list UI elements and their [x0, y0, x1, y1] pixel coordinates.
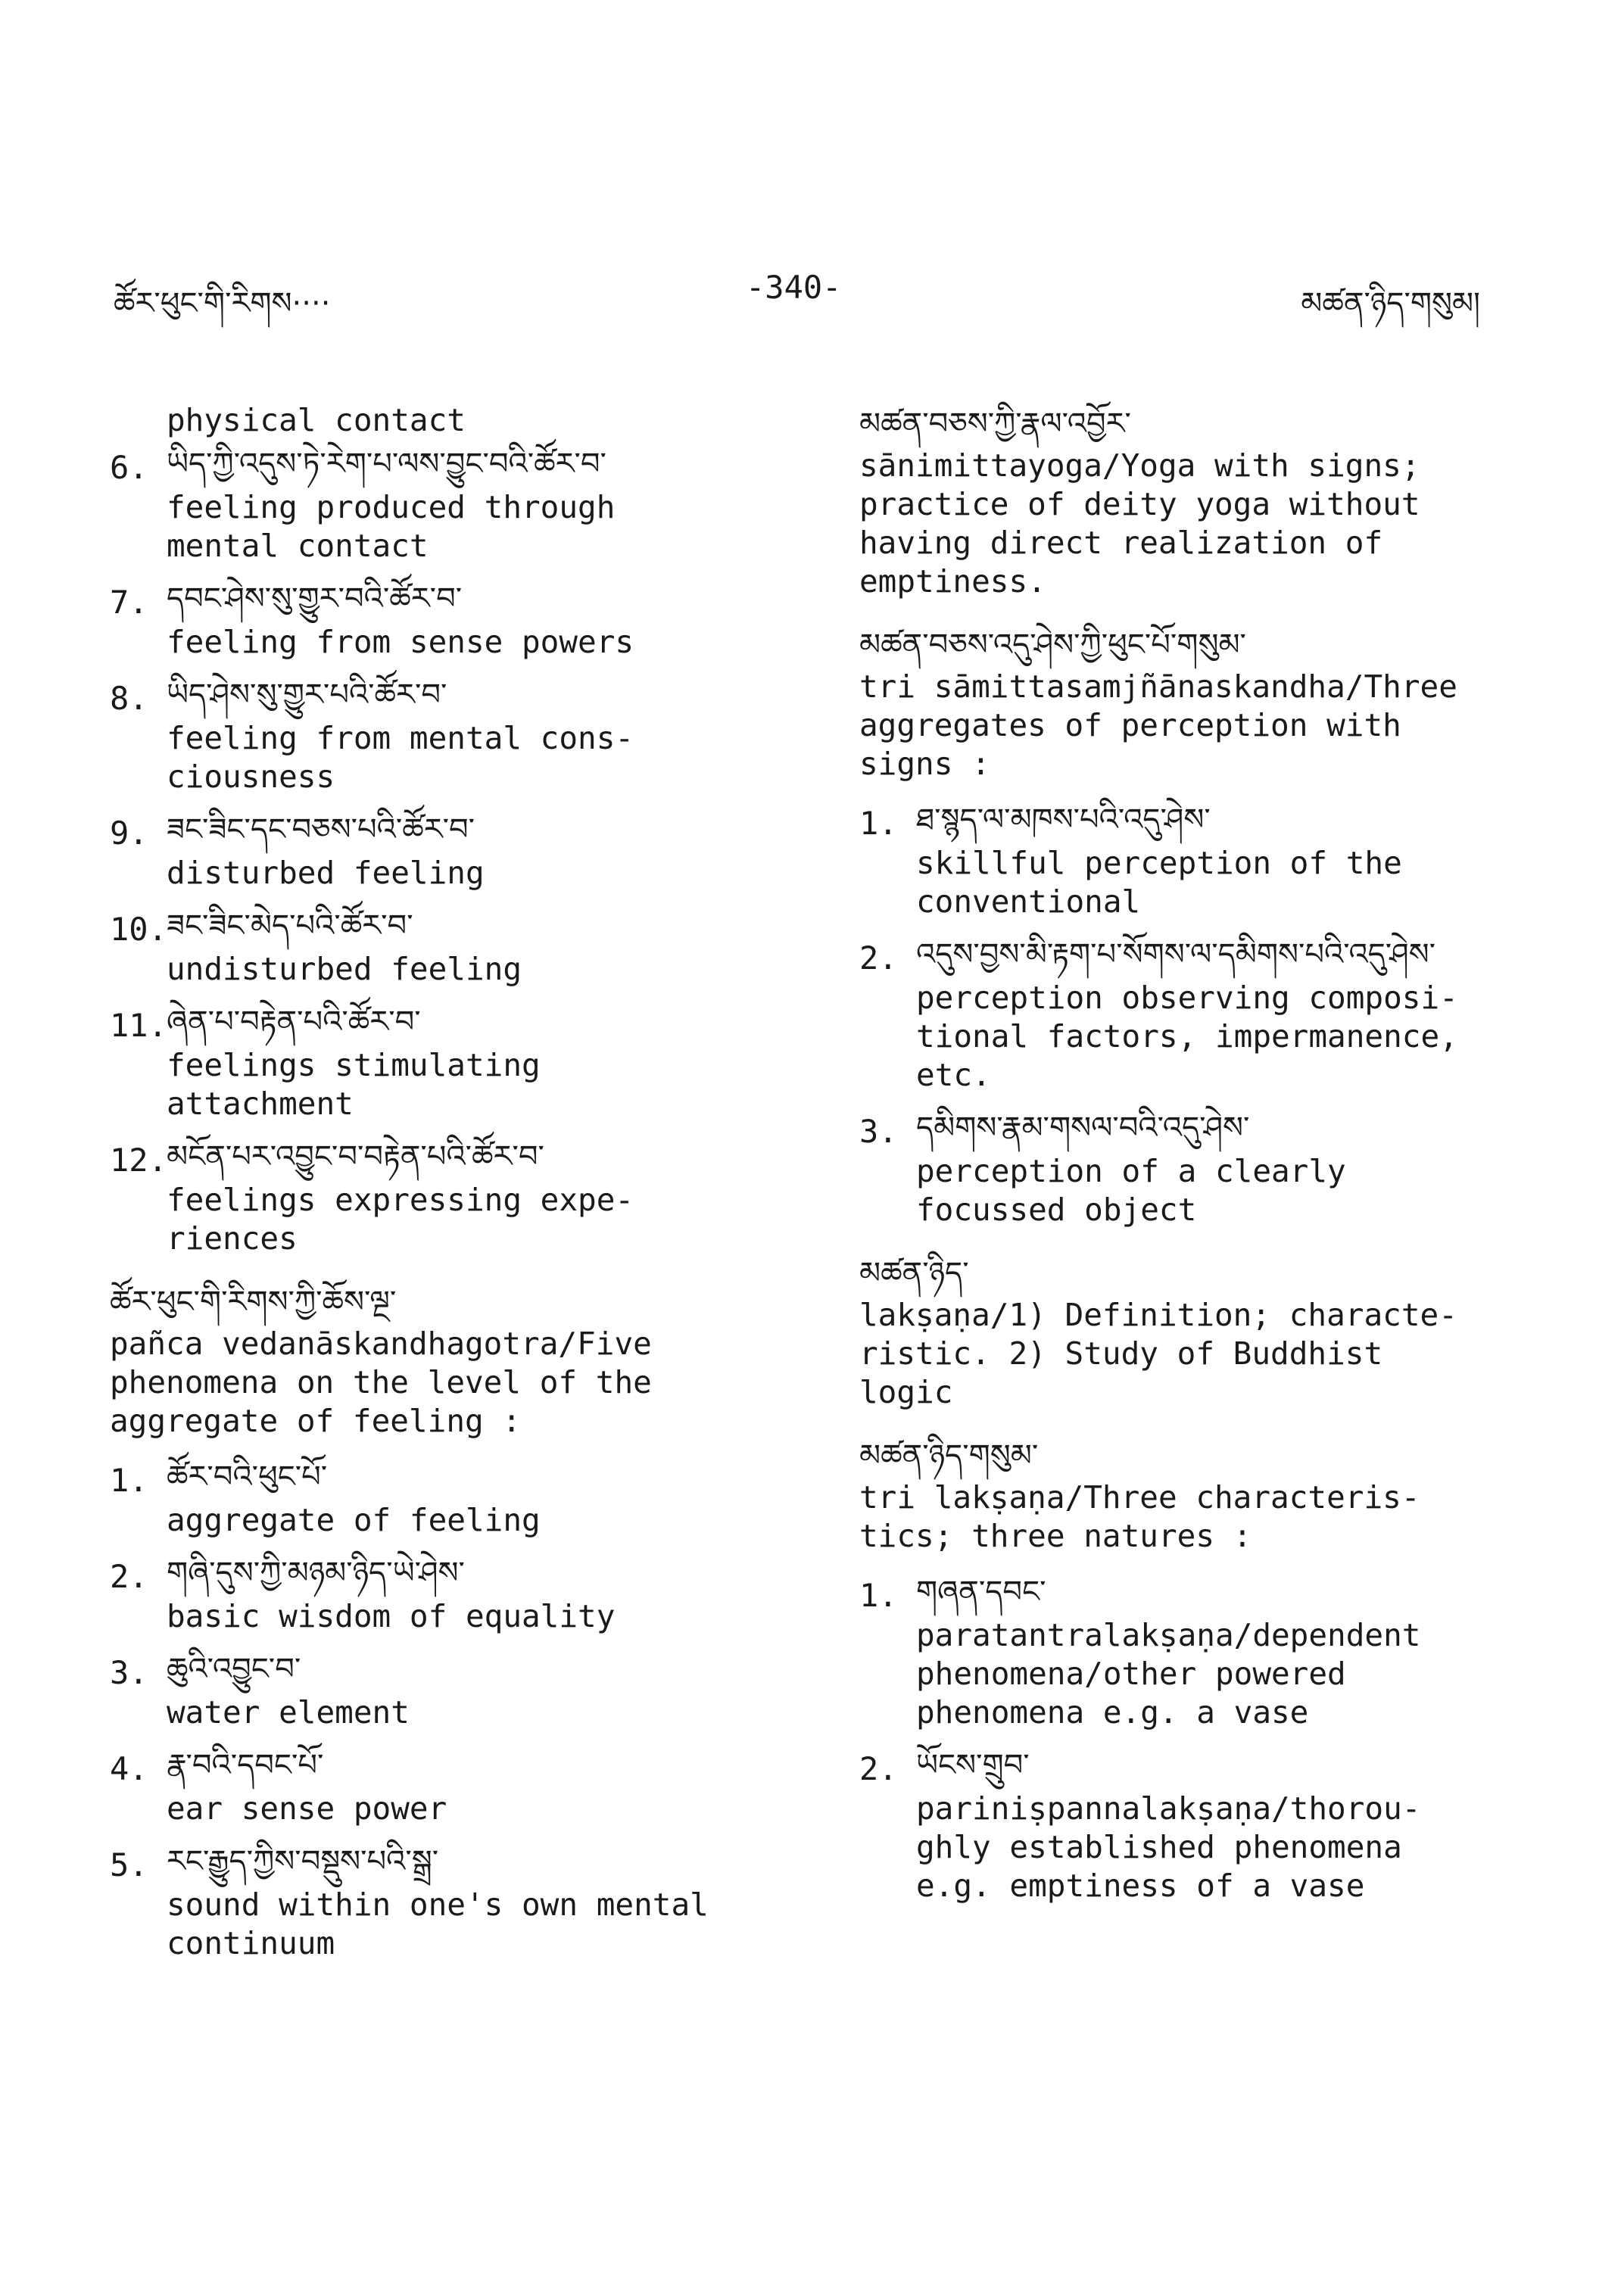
- list-item: [110, 1453, 806, 1540]
- item-number: 3.: [110, 1654, 148, 1691]
- entry-headword: མཚན་བཅས་འདུ་ཤེས་ཀྱི་ཕུང་པོ་གསུམ་: [859, 628, 1246, 662]
- list-item: [859, 1104, 1526, 1229]
- item-number: 8.: [110, 680, 148, 717]
- tibetan-term: དབང་ཤེས་སུ་གྱུར་བའི་ཚོར་བ་: [167, 581, 463, 616]
- english-gloss: feeling from mental cons- ciousness: [167, 720, 634, 795]
- item-number: 2.: [859, 1750, 898, 1787]
- list-item: [110, 1132, 806, 1258]
- entry-definition: pañca vedanāskandhagotra/Five phenomena on the level of the aggregate of feeling :: [110, 1326, 652, 1439]
- tibetan-term: གཞི་དུས་ཀྱི་མཉམ་ཉིད་ཡེ་ཤེས་: [167, 1556, 465, 1590]
- tibetan-term: ཡིད་ཀྱི་འདུས་ཏེ་རེག་པ་ལས་བྱུང་བའི་ཚོར་བ་: [167, 447, 606, 481]
- item-number: 7.: [110, 584, 148, 621]
- entry-headword: མཚན་བཅས་ཀྱི་རྣལ་འབྱོར་: [859, 407, 1131, 441]
- item-number: 1.: [110, 1462, 148, 1499]
- english-gloss: perception of a clearly focussed object: [916, 1153, 1346, 1228]
- item-number: 1.: [859, 1577, 898, 1614]
- list-item: [110, 1549, 806, 1636]
- right-column: [859, 401, 1526, 1914]
- item-number: 1.: [859, 805, 898, 842]
- list-item: [859, 1741, 1526, 1905]
- list-item: [110, 1645, 806, 1732]
- list-item: [110, 1741, 806, 1828]
- tibetan-term: འདུས་བྱས་མི་རྟག་པ་སོགས་ལ་དམིགས་པའི་འདུ་ཤེས་: [916, 937, 1436, 972]
- continuation-text: physical contact: [167, 402, 466, 438]
- list-item: [110, 575, 806, 662]
- english-gloss: disturbed feeling: [167, 855, 485, 891]
- entry-definition: sānimittayoga/Yoga with signs; practice of deity yoga without having direct realization of emptiness.: [859, 447, 1420, 600]
- list-item: [110, 671, 806, 796]
- list-item: [859, 1568, 1526, 1732]
- item-number: 11.: [110, 1007, 167, 1044]
- list-item: [110, 998, 806, 1123]
- english-gloss: undisturbed feeling: [167, 951, 522, 987]
- english-gloss: skillful perception of the conventional: [916, 845, 1402, 920]
- tibetan-term: ཆུའི་འབྱུང་བ་: [167, 1652, 301, 1687]
- tibetan-term: ཡོངས་གྲུབ་: [916, 1748, 1030, 1783]
- item-number: 6.: [110, 449, 148, 486]
- tibetan-term: རང་རྒྱུད་ཀྱིས་བསྡུས་པའི་སྒྲ་: [167, 1844, 439, 1879]
- entry-headword: མཚན་ཉིད་གསུམ་: [859, 1438, 1039, 1473]
- english-gloss: aggregate of feeling: [167, 1502, 541, 1538]
- list-item: [110, 902, 806, 989]
- english-gloss: feeling produced through mental contact: [167, 489, 616, 564]
- english-gloss: feelings expressing expe- riences: [167, 1182, 634, 1257]
- item-number: 10.: [110, 911, 167, 948]
- running-head-right: མཚན་ཉིད་གསུམ།: [1301, 286, 1480, 321]
- tibetan-term: ཐ་སྙད་ལ་མཁས་པའི་འདུ་ཤེས་: [916, 802, 1211, 837]
- english-gloss: water element: [167, 1694, 410, 1731]
- entry-definition: tri sāmittasamjñānaskandha/Three aggregates of perception with signs :: [859, 668, 1457, 782]
- entry-headword: མཚན་ཉིད་: [859, 1256, 969, 1291]
- english-gloss: paratantralakṣaṇa/dependent phenomena/other powered phenomena e.g. a vase: [916, 1617, 1421, 1731]
- list-item: [859, 930, 1526, 1095]
- english-gloss: basic wisdom of equality: [167, 1598, 616, 1634]
- tibetan-term: ཞེན་པ་བརྟེན་པའི་ཚོར་བ་: [167, 1005, 421, 1039]
- english-gloss: ear sense power: [167, 1790, 447, 1827]
- entry-definition: tri lakṣaṇa/Three characteris- tics; three natures :: [859, 1479, 1420, 1554]
- tibetan-term: མངོན་པར་འབྱུང་བ་བརྟེན་པའི་ཚོར་བ་: [167, 1139, 544, 1174]
- english-gloss: feelings stimulating attachment: [167, 1047, 541, 1122]
- item-number: 2.: [859, 939, 898, 977]
- entry-headword: ཚོར་ཕུང་གི་རིགས་ཀྱི་ཆོས་ལྔ་: [110, 1285, 397, 1319]
- list-item: [110, 1837, 806, 1963]
- tibetan-term: ཟང་ཟིང་མེད་པའི་ཚོར་བ་: [167, 908, 413, 943]
- tibetan-term: རྣ་བའི་དབང་པོ་: [167, 1748, 324, 1783]
- english-gloss: sound within one's own mental continuum: [167, 1886, 709, 1961]
- item-number: 4.: [110, 1750, 148, 1787]
- item-number: 3.: [859, 1113, 898, 1150]
- english-gloss: pariniṣpannalakṣaṇa/thorou- ghly established phenomena e.g. emptiness of a vase: [916, 1790, 1421, 1904]
- page-header: [0, 269, 1624, 321]
- item-number: 12.: [110, 1142, 167, 1179]
- running-head-left: ཚོར་ཕུང་གི་རིགས····: [114, 286, 331, 321]
- list-item: [110, 440, 806, 565]
- english-gloss: feeling from sense powers: [167, 624, 634, 660]
- tibetan-term: ཟང་ཟིང་དང་བཅས་པའི་ཚོར་བ་: [167, 812, 475, 847]
- page-number: -340-: [746, 269, 842, 306]
- tibetan-term: ཚོར་བའི་ཕུང་པོ་: [167, 1460, 328, 1494]
- item-number: 2.: [110, 1558, 148, 1595]
- tibetan-term: དམིགས་རྣམ་གསལ་བའི་འདུ་ཤེས་: [916, 1111, 1250, 1145]
- item-number: 9.: [110, 815, 148, 852]
- left-column: [110, 401, 806, 1972]
- list-item: [859, 796, 1526, 921]
- list-item: [110, 805, 806, 893]
- english-gloss: perception observing composi- tional factors, impermanence, etc.: [916, 980, 1458, 1093]
- entry-definition: lakṣaṇa/1) Definition; characte- ristic. 2) Study of Buddhist logic: [859, 1297, 1457, 1410]
- tibetan-term: ཡིད་ཤེས་སུ་གྱུར་པའི་ཚོར་བ་: [167, 678, 447, 712]
- tibetan-term: གཞན་དབང་: [916, 1575, 1046, 1609]
- item-number: 5.: [110, 1846, 148, 1883]
